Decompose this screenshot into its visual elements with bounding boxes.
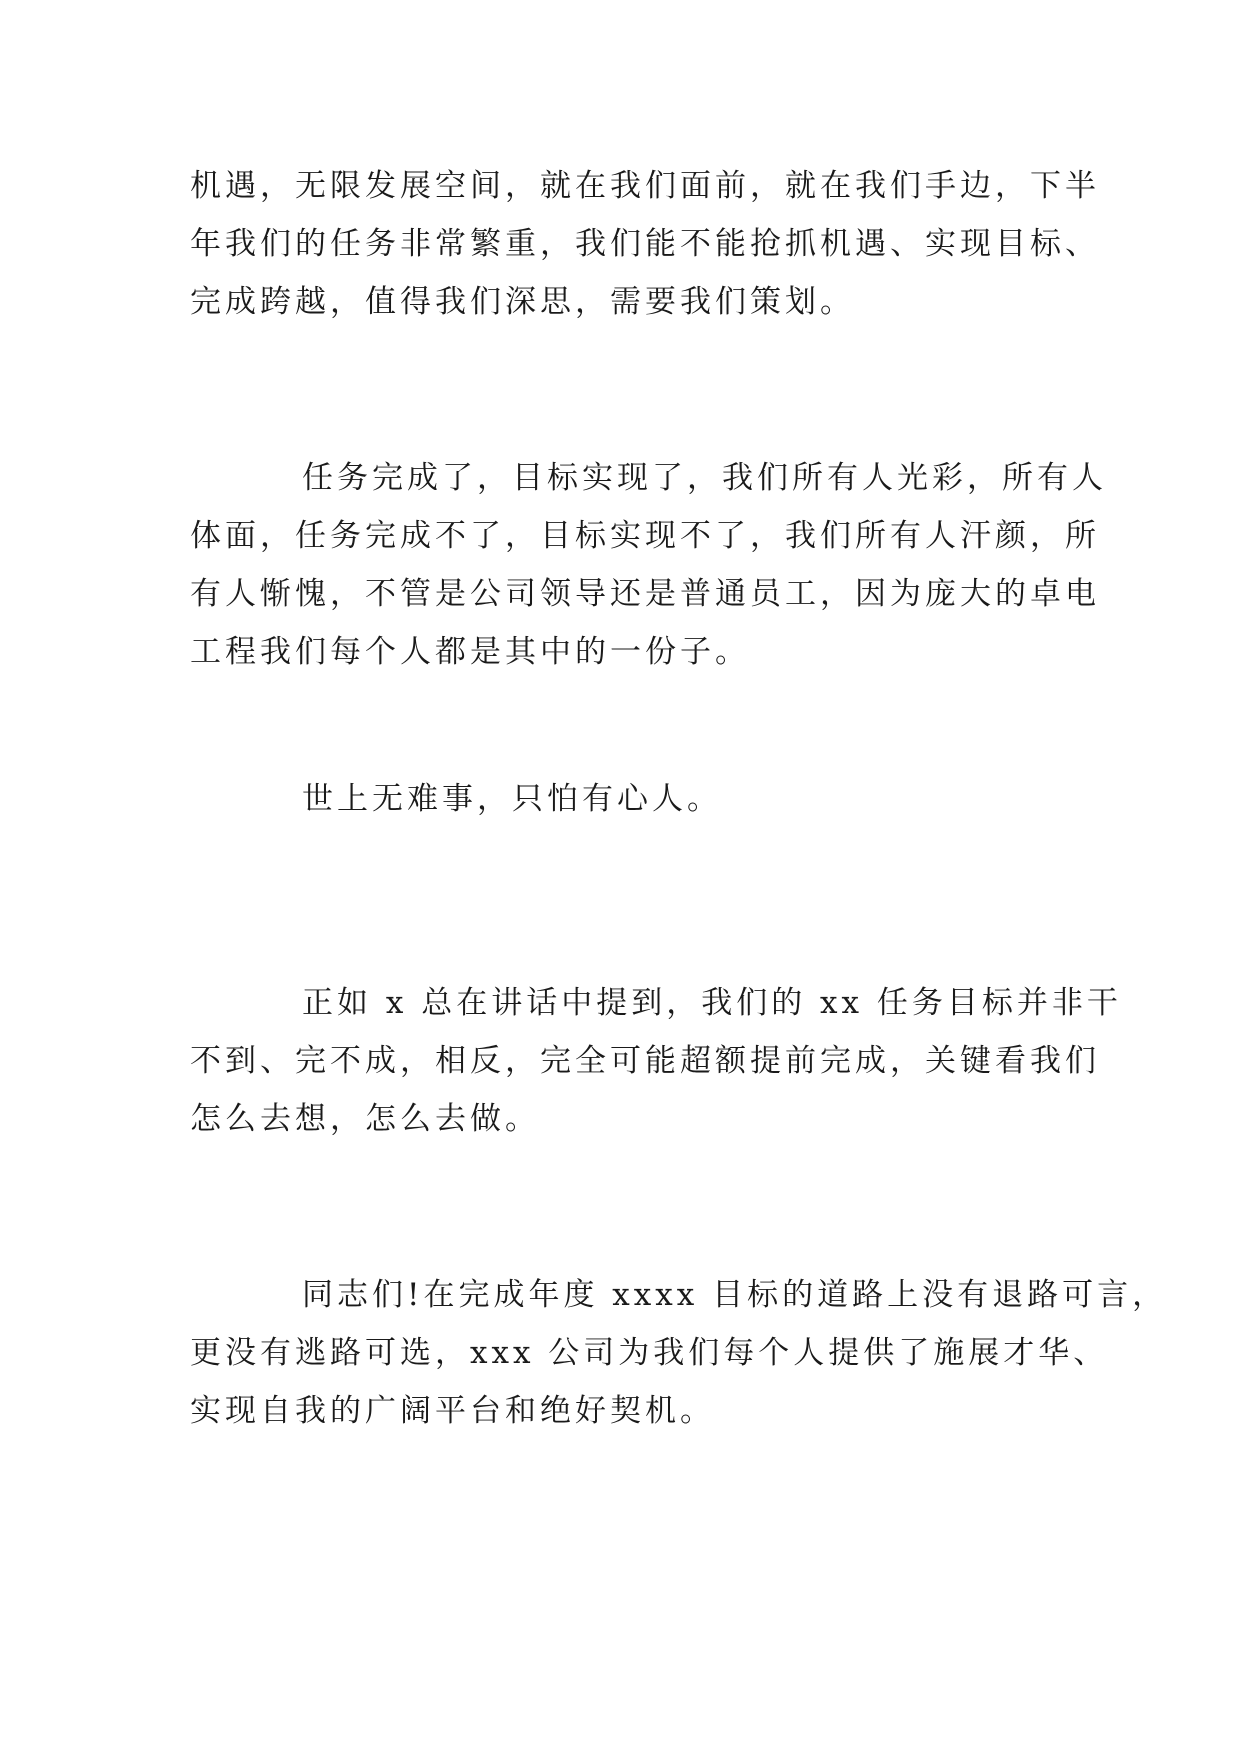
paragraph-line: 体面，任务完成不了，目标实现不了，我们所有人汗颜，所 <box>190 518 1100 554</box>
paragraph-line: 工程我们每个人都是其中的一份子。 <box>190 634 750 670</box>
paragraph-line: 机遇，无限发展空间，就在我们面前，就在我们手边，下半 <box>190 168 1100 204</box>
paragraph-line: 正如 x 总在讲话中提到，我们的 xx 任务目标并非干 <box>302 985 1122 1021</box>
paragraph-proverb <box>190 770 1070 828</box>
paragraph-line: 怎么去想，怎么去做。 <box>190 1101 540 1137</box>
paragraph-line: 同志们!在完成年度 xxxx 目标的道路上没有退路可言， <box>302 1277 1168 1313</box>
paragraph-line: 有人惭愧，不管是公司领导还是普通员工，因为庞大的卓电 <box>190 576 1100 612</box>
paragraph-comrades <box>190 1266 1168 1440</box>
paragraph-task-completion <box>190 449 1107 681</box>
paragraph-line: 完成跨越，值得我们深思，需要我们策划。 <box>190 284 855 320</box>
paragraph-line: 更没有逃路可选，xxx 公司为我们每个人提供了施展才华、 <box>190 1335 1109 1371</box>
paragraph-opportunity <box>190 157 1100 331</box>
paragraph-line: 任务完成了，目标实现了，我们所有人光彩，所有人 <box>302 460 1107 496</box>
paragraph-line: 实现自我的广阔平台和绝好契机。 <box>190 1393 715 1429</box>
paragraph-line: 年我们的任务非常繁重，我们能不能抢抓机遇、实现目标、 <box>190 226 1100 262</box>
paragraph-speech <box>190 974 1122 1148</box>
paragraph-line: 不到、完不成，相反，完全可能超额提前完成，关键看我们 <box>190 1043 1100 1079</box>
paragraph-line: 世上无难事，只怕有心人。 <box>302 781 722 817</box>
